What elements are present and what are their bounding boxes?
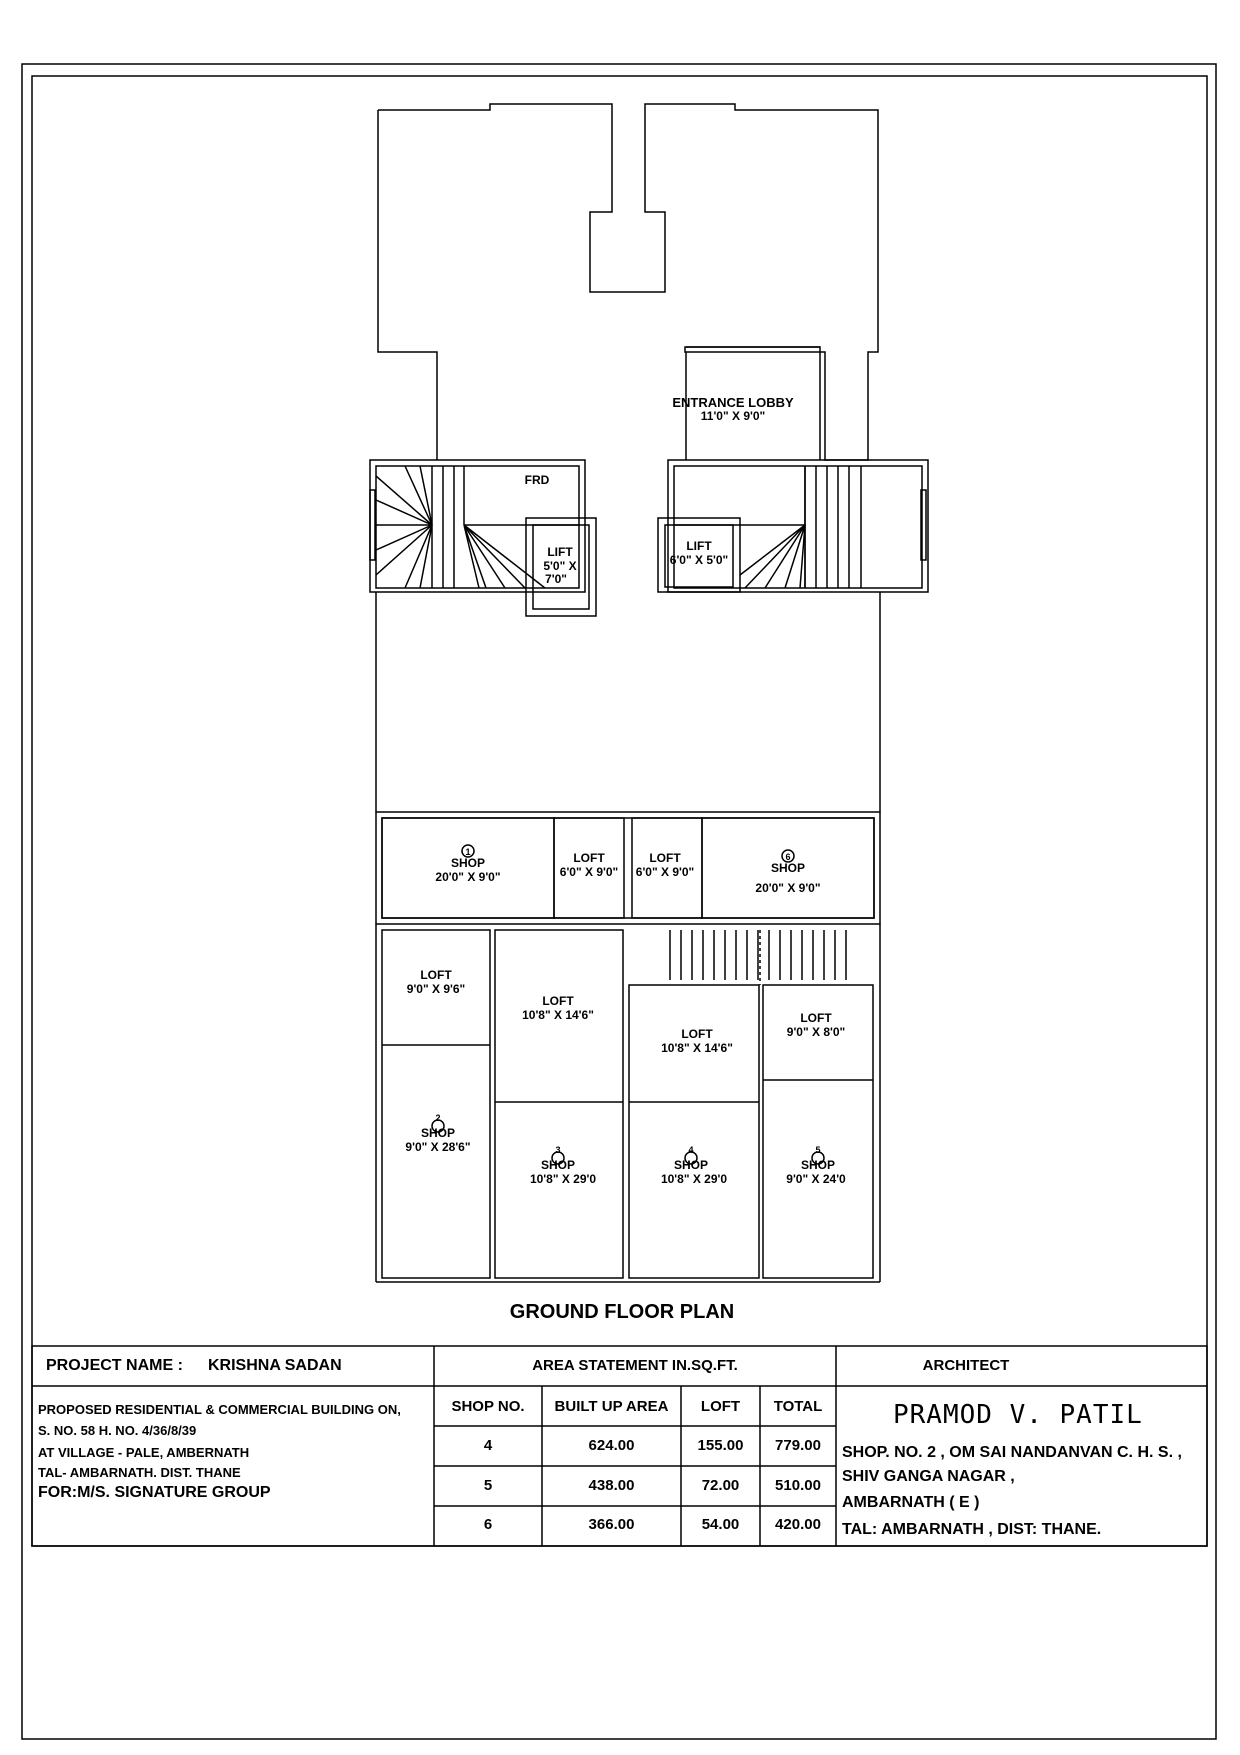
table-row-1-total: 779.00 bbox=[775, 1437, 821, 1454]
description-line-3: AT VILLAGE - PALE, AMBERNATH bbox=[38, 1445, 250, 1460]
lift-right-size: 6'0" X 5'0" bbox=[669, 553, 729, 567]
project-name-label: PROJECT NAME : bbox=[46, 1357, 183, 1374]
lift-left-label: LIFT bbox=[547, 545, 573, 559]
description-line-4: TAL- AMBARNATH. DIST. THANE bbox=[38, 1465, 241, 1480]
loft4-size: 10'8" X 14'6" bbox=[661, 1041, 733, 1055]
table-row-3-area: 366.00 bbox=[588, 1516, 635, 1533]
table-row-1-area: 624.00 bbox=[588, 1437, 635, 1454]
loft-a-label: LOFT bbox=[573, 851, 605, 865]
shop5-size: 9'0" X 24'0 bbox=[786, 1172, 846, 1186]
shop1-label: SHOP bbox=[450, 856, 486, 870]
shop3-label: SHOP bbox=[540, 1158, 576, 1172]
inner-border bbox=[32, 76, 1207, 1546]
shop2-number: 2 bbox=[435, 1113, 441, 1123]
table-row-2-loft: 72.00 bbox=[701, 1477, 740, 1494]
shop6-number: 6 bbox=[785, 852, 791, 862]
shop5-number: 5 bbox=[815, 1145, 821, 1155]
table-row-3-total: 420.00 bbox=[775, 1516, 821, 1533]
shop6-label: SHOP bbox=[770, 861, 806, 875]
architect-address-3: AMBARNATH ( E ) bbox=[842, 1494, 980, 1511]
shop5-label: SHOP bbox=[800, 1158, 836, 1172]
loft2-label: LOFT bbox=[420, 968, 452, 982]
shop1-size: 20'0" X 9'0" bbox=[435, 870, 501, 884]
client-label: FOR:M/S. SIGNATURE GROUP bbox=[38, 1484, 271, 1501]
entrance-lobby-label: ENTRANCE LOBBY bbox=[672, 395, 794, 410]
architect-label: ARCHITECT bbox=[922, 1357, 1010, 1374]
plan-title: GROUND FLOOR PLAN bbox=[509, 1301, 735, 1323]
loft3-label: LOFT bbox=[542, 994, 574, 1008]
loft3-size: 10'8" X 14'6" bbox=[522, 1008, 594, 1022]
table-row-2-area: 438.00 bbox=[588, 1477, 635, 1494]
table-row-2-shop: 5 bbox=[483, 1477, 493, 1494]
shop3-number: 3 bbox=[555, 1145, 561, 1155]
loft5-size: 9'0" X 8'0" bbox=[786, 1025, 846, 1039]
entrance-lobby-size: 11'0" X 9'0" bbox=[700, 409, 766, 423]
description-line-2: S. NO. 58 H. NO. 4/36/8/39 bbox=[38, 1423, 197, 1438]
loft-a-size: 6'0" X 9'0" bbox=[559, 865, 619, 879]
col-loft: LOFT bbox=[700, 1398, 741, 1415]
description-line-1: PROPOSED RESIDENTIAL & COMMERCIAL BUILDING ON, bbox=[38, 1402, 401, 1417]
architect-name: PRAMOD V. PATIL bbox=[893, 1400, 1143, 1430]
table-row-3-shop: 6 bbox=[483, 1516, 493, 1533]
architect-address-4: TAL: AMBARNATH , DIST: THANE. bbox=[842, 1521, 1102, 1538]
shop4-number: 4 bbox=[688, 1145, 694, 1155]
architect-address-2: SHIV GANGA NAGAR , bbox=[842, 1468, 1015, 1485]
loft-b-label: LOFT bbox=[649, 851, 681, 865]
table-row-1-loft: 155.00 bbox=[697, 1437, 744, 1454]
shop3-size: 10'8" X 29'0 bbox=[529, 1172, 597, 1186]
shop4-size: 10'8" X 29'0 bbox=[660, 1172, 728, 1186]
lift-right-label: LIFT bbox=[686, 539, 712, 553]
architect-address-1: SHOP. NO. 2 , OM SAI NANDANVAN C. H. S. , bbox=[842, 1444, 1182, 1461]
table-row-1-shop: 4 bbox=[483, 1437, 493, 1454]
col-shop-no: SHOP NO. bbox=[451, 1398, 525, 1415]
lift-left-size-a: 5'0" X bbox=[543, 559, 577, 573]
shop2-size: 9'0" X 28'6" bbox=[405, 1140, 471, 1154]
frd-label: FRD bbox=[524, 473, 550, 487]
col-total: TOTAL bbox=[773, 1398, 823, 1415]
table-row-2-total: 510.00 bbox=[775, 1477, 821, 1494]
lift-left-size-b: 7'0" bbox=[545, 572, 567, 586]
loft5-label: LOFT bbox=[800, 1011, 832, 1025]
project-name-value: KRISHNA SADAN bbox=[208, 1357, 342, 1374]
area-statement-title: AREA STATEMENT IN.SQ.FT. bbox=[532, 1357, 738, 1374]
shop6-size: 20'0" X 9'0" bbox=[755, 881, 821, 895]
shop2-label: SHOP bbox=[420, 1126, 456, 1140]
table-row-3-loft: 54.00 bbox=[701, 1516, 740, 1533]
shop1-number: 1 bbox=[465, 847, 471, 857]
loft2-size: 9'0" X 9'6" bbox=[406, 982, 466, 996]
loft4-label: LOFT bbox=[681, 1027, 713, 1041]
loft-b-size: 6'0" X 9'0" bbox=[635, 865, 695, 879]
shop4-label: SHOP bbox=[673, 1158, 709, 1172]
col-built-up-area: BUILT UP AREA bbox=[554, 1398, 669, 1415]
